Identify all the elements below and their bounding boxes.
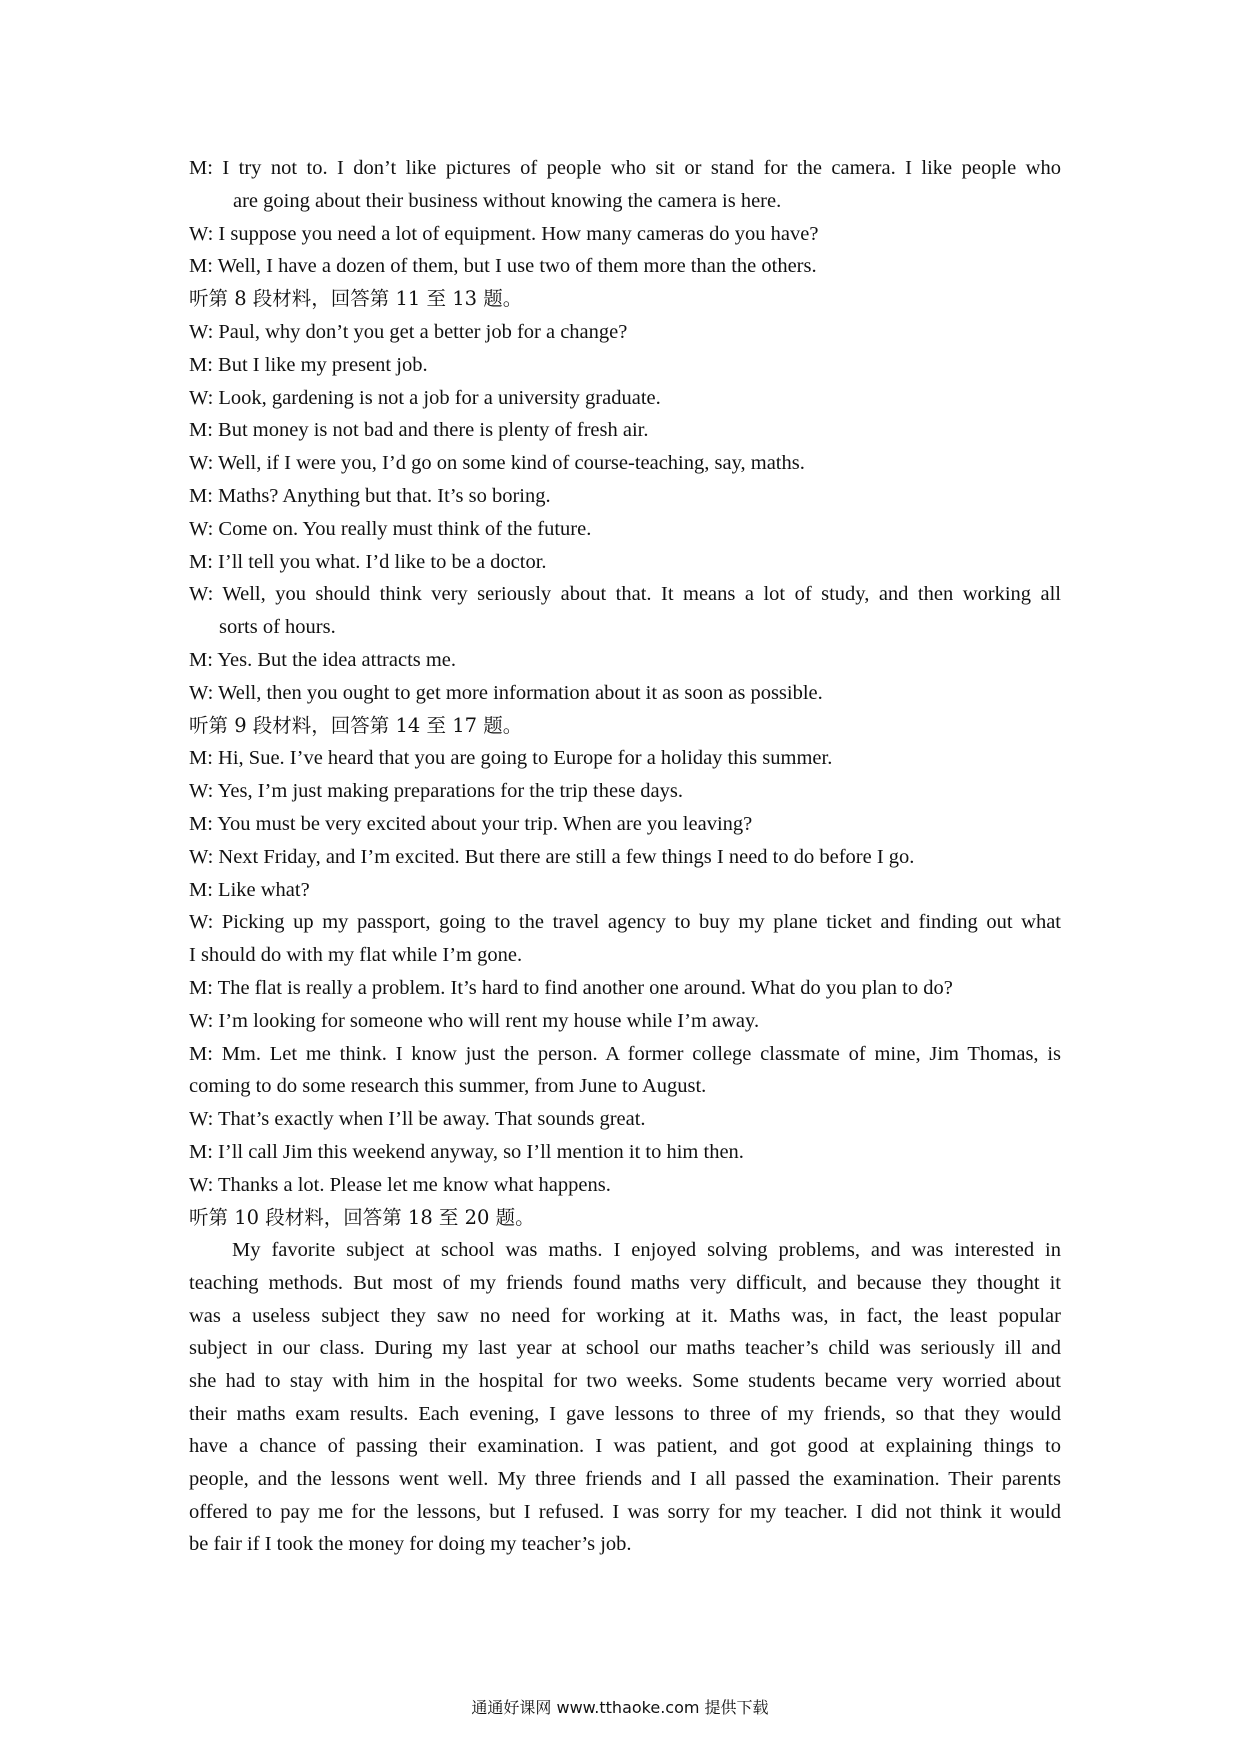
- passage-line: was a useless subject they saw no need for working at it. Maths was, in fact, the least popular: [189, 1304, 1061, 1327]
- passage-line: their maths exam results. Each evening, I gave lessons to three of my friends, so that they would: [189, 1402, 1061, 1425]
- section-heading-10: 听第 10 段材料，回答第 18 至 20 题。: [189, 1205, 535, 1229]
- passage-10: [189, 1234, 1061, 1561]
- dialogue-line: M: Well, I have a dozen of them, but I use two of them more than the others.: [189, 255, 817, 278]
- dialogue-line: sorts of hours.: [219, 616, 336, 639]
- page-footer: 通通好课网 www.tthaoke.com 提供下载: [471, 1698, 769, 1717]
- dialogue-line: W: Thanks a lot. Please let me know what happens.: [189, 1173, 611, 1196]
- dialogue-8: [189, 316, 1061, 710]
- passage-line: offered to pay me for the lessons, but I refused. I was sorry for my teacher. I did not think it would: [189, 1500, 1061, 1523]
- dialogue-9: [189, 742, 1061, 1201]
- dialogue-line: M: Mm. Let me think. I know just the person. A former college classmate of mine, Jim Thomas, is: [189, 1042, 1061, 1065]
- passage-line: she had to stay with him in the hospital for two weeks. Some students became very worried about: [189, 1370, 1061, 1393]
- section-heading-9: 听第 9 段材料，回答第 14 至 17 题。: [189, 713, 523, 737]
- dialogue-line: I should do with my flat while I’m gone.: [189, 944, 523, 967]
- passage-line: be fair if I took the money for doing my teacher’s job.: [189, 1533, 632, 1556]
- dialogue-line: W: Paul, why don’t you get a better job for a change?: [189, 320, 628, 343]
- dialogue-line: M: I try not to. I don’t like pictures of people who sit or stand for the camera. I like people who: [189, 157, 1061, 179]
- dialogue-line: M: Like what?: [189, 878, 310, 901]
- page-content: [189, 152, 1061, 1561]
- dialogue-line: W: Next Friday, and I’m excited. But there are still a few things I need to do before I go.: [189, 845, 915, 868]
- dialogue-line: coming to do some research this summer, from June to August.: [189, 1075, 707, 1098]
- dialogue-line: W: Come on. You really must think of the future.: [189, 517, 592, 540]
- dialogue-line: W: Well, then you ought to get more information about it as soon as possible.: [189, 681, 823, 704]
- dialogue-line: are going about their business without knowing the camera is here.: [233, 189, 782, 212]
- dialogue-line: W: Well, if I were you, I’d go on some kind of course-teaching, say, maths.: [189, 452, 805, 475]
- dialogue-line: M: Yes. But the idea attracts me.: [189, 648, 457, 671]
- dialogue-line: M: Hi, Sue. I’ve heard that you are going to Europe for a holiday this summer.: [189, 747, 833, 770]
- dialogue-line: M: I’ll call Jim this weekend anyway, so I’ll mention it to him then.: [189, 1140, 744, 1163]
- dialogue-line: W: Yes, I’m just making preparations for the trip these days.: [189, 780, 683, 803]
- passage-line: My favorite subject at school was maths. I enjoyed solving problems, and was interested in: [232, 1239, 1061, 1262]
- dialogue-line: W: I’m looking for someone who will rent my house while I’m away.: [189, 1009, 760, 1032]
- dialogue-line: M: But I like my present job.: [189, 353, 428, 376]
- passage-line: subject in our class. During my last year at school our maths teacher’s child was seriously ill and: [189, 1337, 1061, 1360]
- dialogue-line: W: Picking up my passport, going to the travel agency to buy my plane ticket and finding out what: [189, 911, 1061, 934]
- dialogue-line: W: Well, you should think very seriously about that. It means a lot of study, and then working all: [189, 583, 1061, 606]
- dialogue-line: W: Look, gardening is not a job for a university graduate.: [189, 386, 661, 409]
- passage-line: people, and the lessons went well. My three friends and I all passed the examination. Their parents: [189, 1468, 1061, 1491]
- dialogue-7-end: [189, 152, 1061, 283]
- passage-line: teaching methods. But most of my friends found maths very difficult, and because they thought it: [189, 1271, 1061, 1294]
- dialogue-line: M: You must be very excited about your trip. When are you leaving?: [189, 812, 753, 835]
- dialogue-line: M: But money is not bad and there is plenty of fresh air.: [189, 419, 649, 442]
- dialogue-line: W: I suppose you need a lot of equipment. How many cameras do you have?: [189, 222, 819, 245]
- dialogue-line: M: I’ll tell you what. I’d like to be a doctor.: [189, 550, 547, 573]
- dialogue-line: W: That’s exactly when I’ll be away. That sounds great.: [189, 1108, 646, 1131]
- passage-line: have a chance of passing their examination. I was patient, and got good at explaining things to: [189, 1435, 1061, 1458]
- dialogue-line: M: Maths? Anything but that. It’s so boring.: [189, 484, 551, 507]
- section-heading-8: 听第 8 段材料，回答第 11 至 13 题。: [189, 287, 523, 311]
- dialogue-line: M: The flat is really a problem. It’s hard to find another one around. What do you plan to do?: [189, 976, 953, 999]
